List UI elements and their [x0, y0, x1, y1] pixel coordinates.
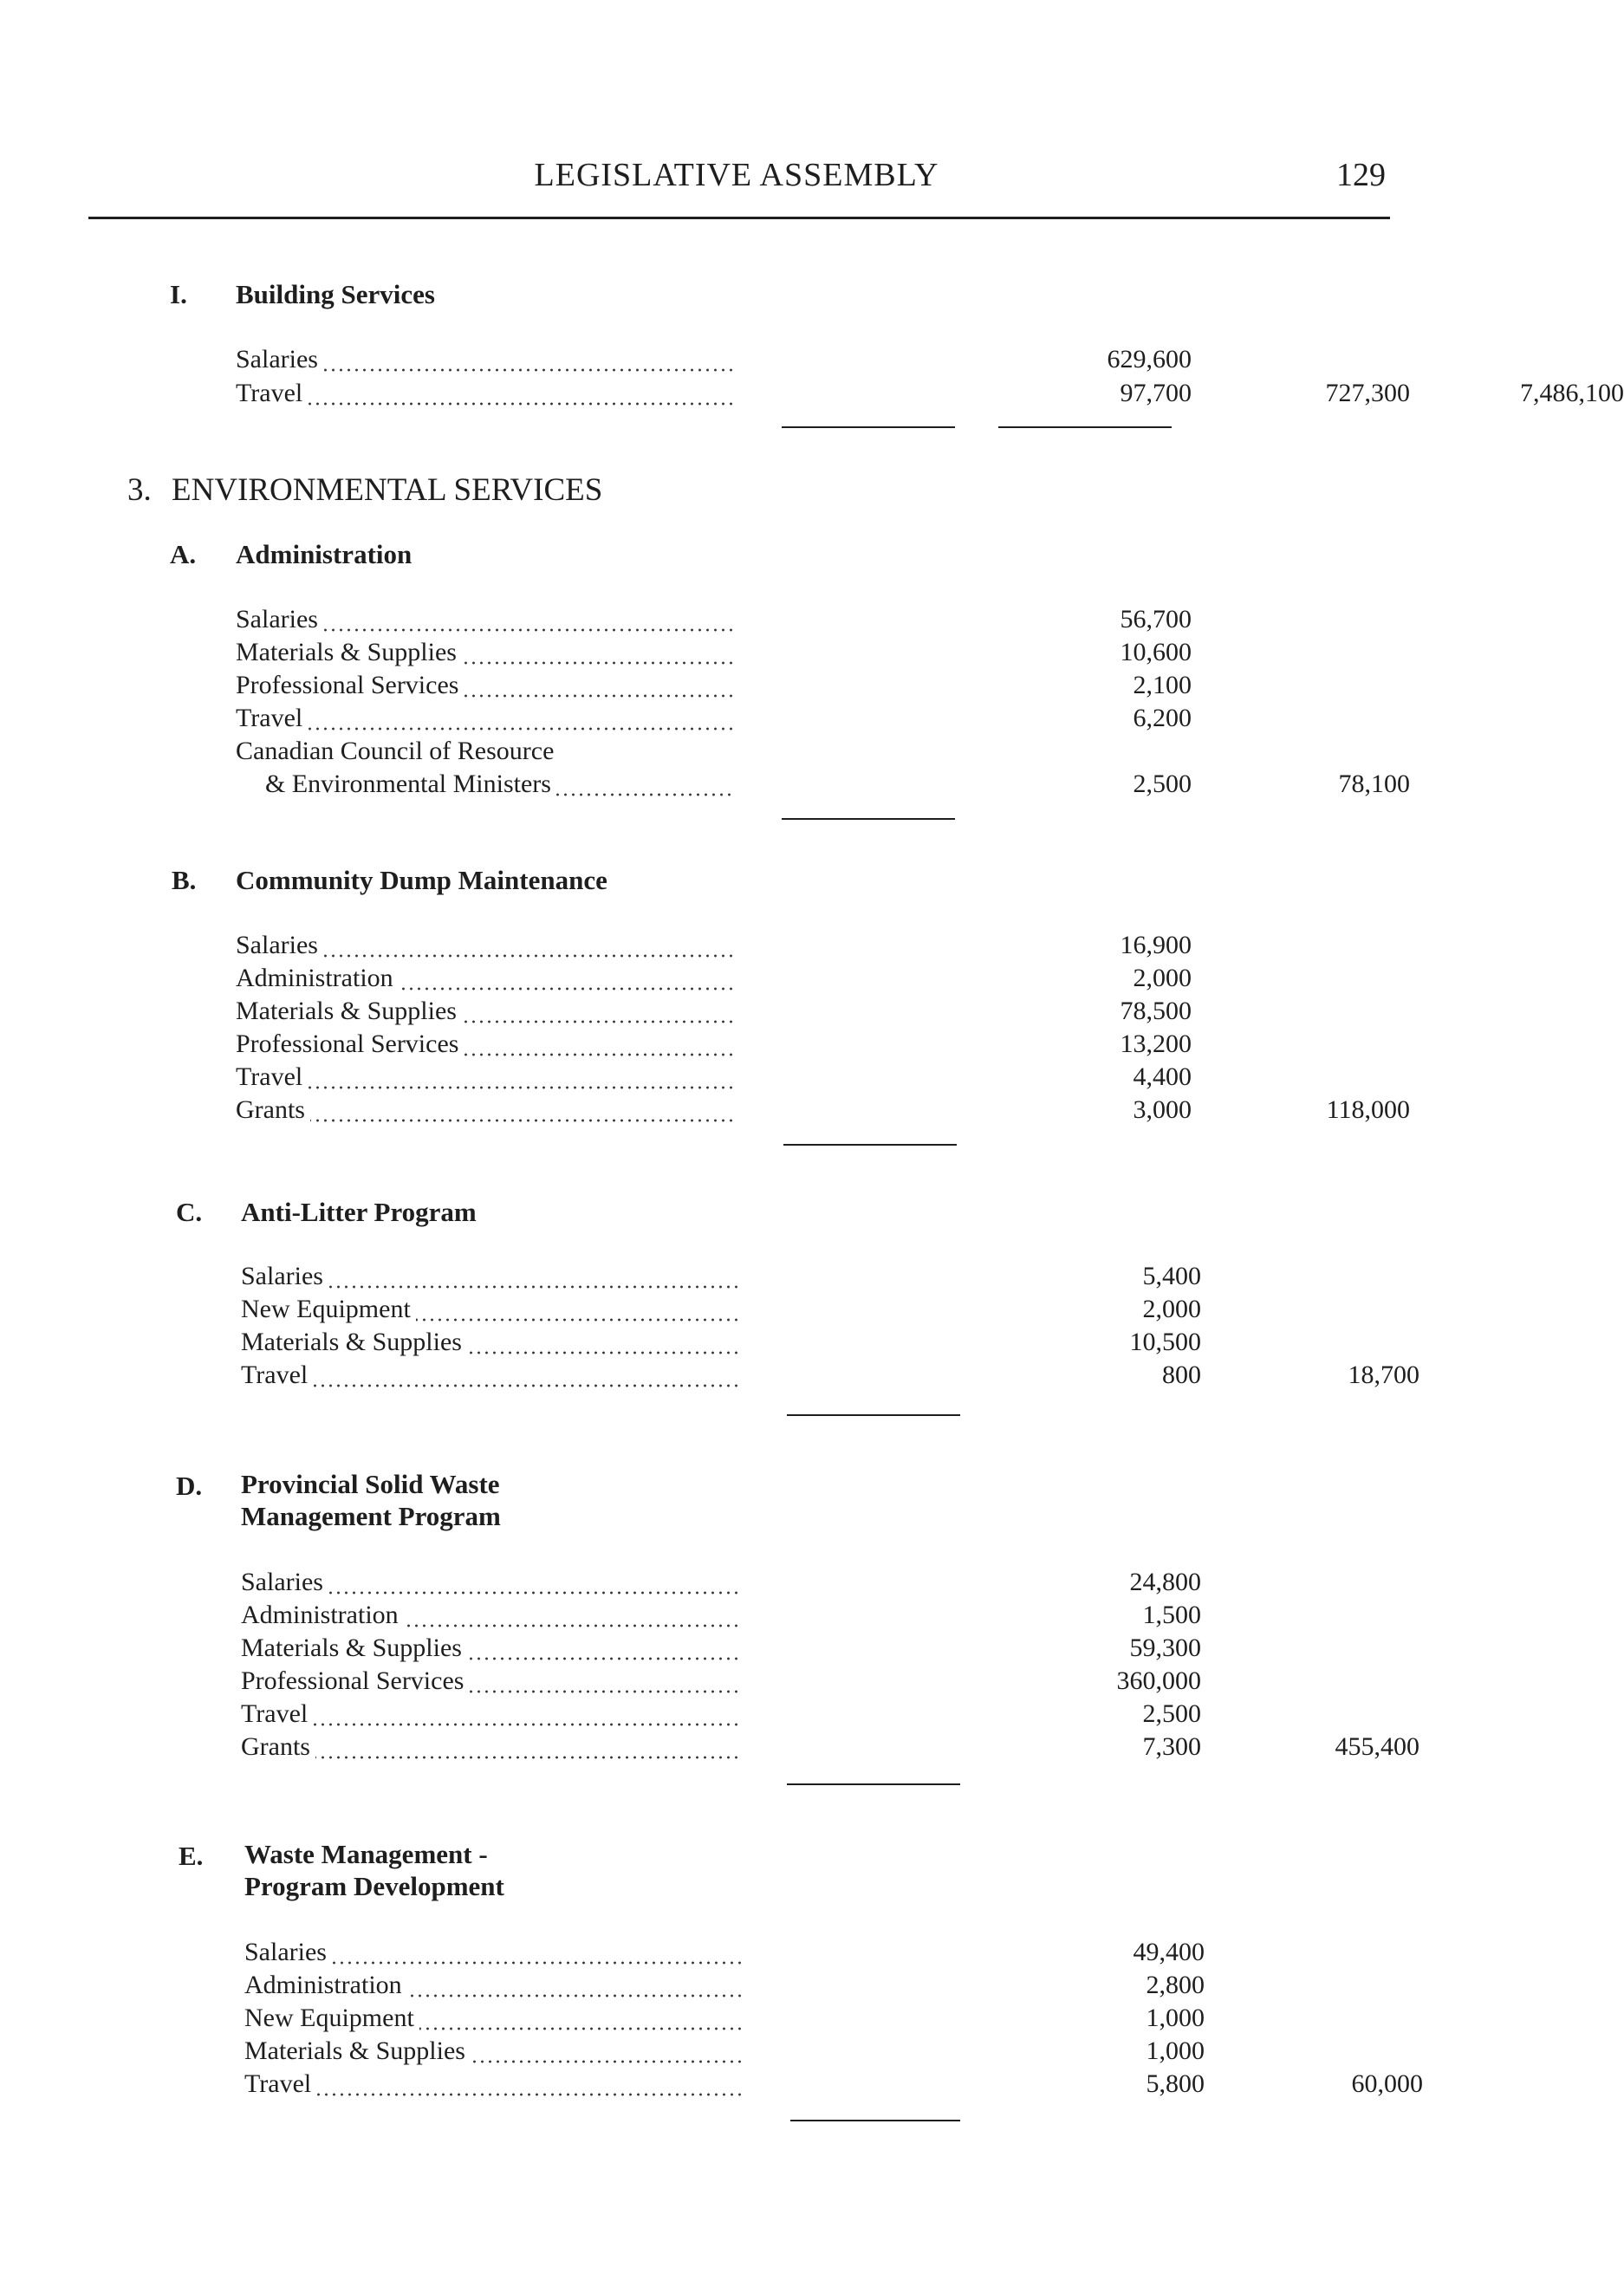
line-item-label: Canadian Council of Resource	[236, 737, 559, 765]
section-number: 3.	[127, 472, 152, 508]
line-item-label: Travel	[241, 1699, 313, 1728]
line-item-amount: 59,300	[1129, 1634, 1201, 1662]
line-item	[236, 1062, 1192, 1093]
line-item-label: Materials & Supplies	[236, 638, 462, 666]
line-item	[236, 670, 1192, 701]
subtotal-amount: 60,000	[1351, 2069, 1423, 2098]
line-item	[236, 637, 1192, 668]
line-item	[236, 378, 1624, 409]
line-item-amount: 49,400	[1133, 1938, 1205, 1966]
line-item-label: Salaries	[241, 1262, 328, 1290]
line-item	[241, 1600, 1201, 1631]
line-item-amount: 1,500	[1142, 1601, 1201, 1629]
line-item	[241, 1666, 1201, 1697]
line-item-label: Materials & Supplies	[244, 2036, 471, 2065]
subsection-b-label: B.	[172, 865, 197, 895]
line-item-label: Salaries	[236, 931, 323, 959]
line-item	[241, 1699, 1201, 1730]
subsection-e-title-line1: Waste Management -	[244, 1839, 488, 1869]
line-item-amount: 2,500	[1133, 770, 1192, 798]
subsection-e-title	[244, 1838, 504, 1902]
line-item-amount: 629,600	[1107, 345, 1192, 374]
line-item	[241, 1327, 1201, 1358]
line-item-label: Administration	[244, 1971, 407, 1999]
page-title: LEGISLATIVE ASSEMBLY	[534, 157, 939, 193]
subsection-a-title: Administration	[236, 539, 412, 569]
subtotal-amount: 455,400	[1335, 1732, 1419, 1761]
line-item-amount: 16,900	[1120, 931, 1192, 959]
line-item-label: Grants	[236, 1095, 310, 1124]
subtotal-amount: 118,000	[1326, 1095, 1410, 1124]
line-item-amount: 7,300	[1142, 1732, 1201, 1761]
subtotal-rule	[787, 1414, 960, 1416]
line-item-label: Professional Services	[241, 1666, 469, 1695]
line-item-label: Grants	[241, 1732, 315, 1761]
line-item-label: Professional Services	[236, 671, 464, 699]
line-item	[241, 1633, 1201, 1664]
line-item	[236, 604, 1192, 635]
subsection-d-title	[241, 1468, 501, 1532]
line-item	[236, 1095, 1410, 1126]
line-item-amount: 360,000	[1116, 1666, 1201, 1695]
line-item	[241, 1360, 1419, 1391]
line-item-amount: 78,500	[1120, 997, 1192, 1025]
line-item-label: Professional Services	[236, 1030, 464, 1058]
line-item	[244, 2036, 1205, 2067]
line-item-label: Administration	[236, 964, 399, 992]
subsection-a-label: A.	[170, 539, 197, 569]
line-item-label: Travel	[236, 1062, 308, 1091]
header-divider	[88, 217, 1390, 219]
line-item	[244, 1970, 1205, 2001]
line-item-amount: 1,000	[1146, 2036, 1205, 2065]
line-item	[236, 996, 1192, 1027]
line-item-label: Materials & Supplies	[236, 997, 462, 1025]
line-item	[241, 1294, 1201, 1325]
line-item-amount: 10,500	[1129, 1328, 1201, 1356]
line-item-amount: 5,800	[1146, 2069, 1205, 2098]
line-item-amount: 24,800	[1129, 1568, 1201, 1596]
line-item	[241, 1567, 1201, 1598]
line-item-label: Materials & Supplies	[241, 1328, 467, 1356]
line-item-label: Travel	[236, 704, 308, 732]
line-item-amount: 2,100	[1133, 671, 1192, 699]
line-item-amount: 13,200	[1120, 1030, 1192, 1058]
line-item-label: Salaries	[236, 605, 323, 633]
line-item	[236, 703, 1192, 734]
line-item-label: Travel	[241, 1361, 313, 1389]
section-title: ENVIRONMENTAL SERVICES	[172, 472, 603, 508]
subtotal-rule	[782, 426, 955, 428]
page-number: 129	[1336, 157, 1386, 193]
line-item-amount: 6,200	[1133, 704, 1192, 732]
line-item	[241, 1731, 1419, 1763]
grand-total-amount: 7,486,100	[1520, 379, 1624, 407]
line-item-label: Salaries	[241, 1568, 328, 1596]
line-item	[265, 769, 1410, 800]
subtotal-rule	[782, 818, 955, 820]
subsection-c-title: Anti-Litter Program	[241, 1197, 477, 1227]
subtotal-rule	[790, 2120, 960, 2121]
section-i-label: I.	[170, 279, 187, 309]
subsection-d-label: D.	[176, 1471, 203, 1501]
line-item-label: Materials & Supplies	[241, 1634, 467, 1662]
line-item	[244, 2003, 1205, 2034]
line-item-label: & Environmental Ministers	[265, 770, 556, 798]
subtotal-amount: 18,700	[1348, 1361, 1419, 1389]
line-item-label: Administration	[241, 1601, 404, 1629]
line-item	[244, 2069, 1423, 2100]
line-item	[236, 344, 1395, 375]
subtotal-amount: 78,100	[1338, 770, 1410, 798]
subsection-b-title: Community Dump Maintenance	[236, 865, 607, 895]
subsection-c-label: C.	[176, 1197, 203, 1227]
line-item	[244, 1937, 1205, 1968]
subtotal-rule	[787, 1783, 960, 1785]
line-item	[241, 1261, 1201, 1292]
subsection-d-title-line1: Provincial Solid Waste	[241, 1469, 500, 1499]
subtotal-amount: 727,300	[1325, 379, 1410, 407]
line-item-amount: 1,000	[1146, 2004, 1205, 2032]
line-item	[236, 1029, 1192, 1060]
line-item-amount: 4,400	[1133, 1062, 1192, 1091]
subtotal-rule	[783, 1144, 957, 1146]
line-item	[236, 930, 1192, 961]
section-i-title: Building Services	[236, 279, 435, 309]
line-item-label: Salaries	[236, 345, 323, 374]
line-item-label: New Equipment	[244, 2004, 419, 2032]
line-item-amount: 5,400	[1142, 1262, 1201, 1290]
line-item-amount: 2,800	[1146, 1971, 1205, 1999]
line-item-amount: 2,000	[1142, 1295, 1201, 1323]
line-item-label: Salaries	[244, 1938, 332, 1966]
subsection-e-label: E.	[179, 1841, 204, 1871]
line-item-amount: 2,500	[1142, 1699, 1201, 1728]
line-item-amount: 800	[1162, 1361, 1201, 1389]
line-item-amount: 3,000	[1133, 1095, 1192, 1124]
line-item	[236, 736, 1189, 767]
line-item-amount: 97,700	[1120, 379, 1192, 407]
line-item-amount: 2,000	[1133, 964, 1192, 992]
line-item-label: Travel	[244, 2069, 316, 2098]
line-item-amount: 56,700	[1120, 605, 1192, 633]
subsection-e-title-line2: Program Development	[244, 1871, 504, 1901]
subtotal-rule	[998, 426, 1172, 428]
line-item	[236, 963, 1192, 994]
line-item-label: Travel	[236, 379, 308, 407]
line-item-label: New Equipment	[241, 1295, 416, 1323]
subsection-d-title-line2: Management Program	[241, 1501, 501, 1531]
line-item-amount: 10,600	[1120, 638, 1192, 666]
